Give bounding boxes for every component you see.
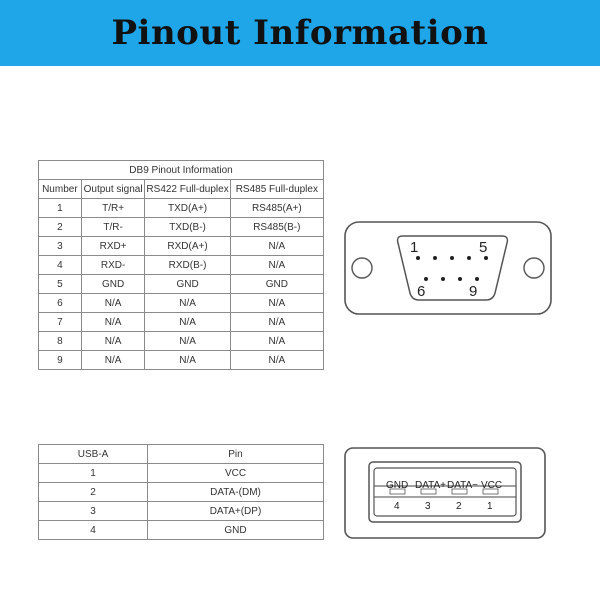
table-cell: N/A [81,332,145,351]
table-cell: 2 [39,218,82,237]
usb-header-pin: Pin [148,445,324,464]
usb-pin-number-3: 3 [425,501,431,512]
db9-pin-3 [450,256,454,260]
table-cell: N/A [230,313,323,332]
db9-pinout-table [38,160,324,370]
db9-pin-5 [484,256,488,260]
table-cell: RXD(B-) [145,256,230,275]
table-cell: T/R+ [81,199,145,218]
table-row [39,218,324,237]
table-row [39,199,324,218]
db9-pin-5-label: 5 [479,239,488,256]
table-cell: 7 [39,313,82,332]
table-row [39,464,324,483]
db9-pin-4 [467,256,471,260]
table-cell: 3 [39,502,148,521]
table-cell: N/A [145,351,230,370]
usb-label-data-minus: DATA− [447,480,479,491]
db9-pin-6 [424,277,428,281]
usb-label-gnd: GND [386,480,409,491]
db9-header-output-signal: Output signal [81,180,145,199]
table-cell: N/A [145,332,230,351]
table-cell: N/A [230,332,323,351]
table-row [39,483,324,502]
table-cell: TXD(B-) [145,218,230,237]
db9-header-number: Number [39,180,82,199]
table-row [39,313,324,332]
table-cell: N/A [81,313,145,332]
table-row [39,275,324,294]
table-cell: RXD- [81,256,145,275]
table-cell: 1 [39,464,148,483]
table-cell: N/A [230,351,323,370]
table-cell: N/A [230,294,323,313]
table-row [39,294,324,313]
table-cell: GND [81,275,145,294]
usb-a-connector-diagram [342,446,548,542]
table-cell: GND [148,521,324,540]
db9-right-screw-hole [524,258,544,278]
table-cell: 4 [39,256,82,275]
table-cell: 3 [39,237,82,256]
table-cell: RS485(A+) [230,199,323,218]
table-cell: VCC [148,464,324,483]
usb-label-vcc: VCC [481,480,503,491]
db9-pin-1-label: 1 [410,239,419,256]
db9-connector-diagram [340,218,560,318]
table-row [39,256,324,275]
db9-pin-9-label: 9 [469,283,478,300]
table-cell: N/A [145,313,230,332]
table-cell: T/R- [81,218,145,237]
table-cell: 1 [39,199,82,218]
table-cell: N/A [230,256,323,275]
table-cell: DATA-(DM) [148,483,324,502]
table-cell: N/A [81,294,145,313]
title-banner [0,0,600,66]
table-cell: 6 [39,294,82,313]
table-cell: DATA+(DP) [148,502,324,521]
table-cell: N/A [230,237,323,256]
db9-left-screw-hole [352,258,372,278]
db9-table-header-row [39,180,324,199]
table-row [39,332,324,351]
table-row [39,351,324,370]
usb-pin-number-4: 4 [394,501,400,512]
table-row [39,502,324,521]
usb-table-header-row [39,445,324,464]
table-cell: RXD+ [81,237,145,256]
db9-header-rs485: RS485 Full-duplex [230,180,323,199]
db9-pin-1 [416,256,420,260]
db9-pin-2 [433,256,437,260]
db9-pin-9 [475,277,479,281]
db9-pin-7 [441,277,445,281]
usb-pin-number-2: 2 [456,501,462,512]
table-cell: RXD(A+) [145,237,230,256]
usb-label-data-plus: DATA+ [415,480,447,491]
table-cell: RS485(B-) [230,218,323,237]
db9-pin-6-label: 6 [417,283,426,300]
table-cell: N/A [145,294,230,313]
table-cell: 8 [39,332,82,351]
table-cell: N/A [81,351,145,370]
usb-pinout-table [38,444,324,540]
table-row [39,521,324,540]
db9-header-rs422: RS422 Full-duplex [145,180,230,199]
db9-pin-8 [458,277,462,281]
table-cell: 2 [39,483,148,502]
table-cell: GND [145,275,230,294]
usb-pin-number-1: 1 [487,501,493,512]
table-cell: 4 [39,521,148,540]
table-cell: 5 [39,275,82,294]
db9-table-title: DB9 Pinout Information [39,161,324,180]
table-row [39,237,324,256]
page-title: Pinout Information [111,13,489,53]
table-cell: GND [230,275,323,294]
table-cell: 9 [39,351,82,370]
usb-header-usb-a: USB-A [39,445,148,464]
table-cell: TXD(A+) [145,199,230,218]
